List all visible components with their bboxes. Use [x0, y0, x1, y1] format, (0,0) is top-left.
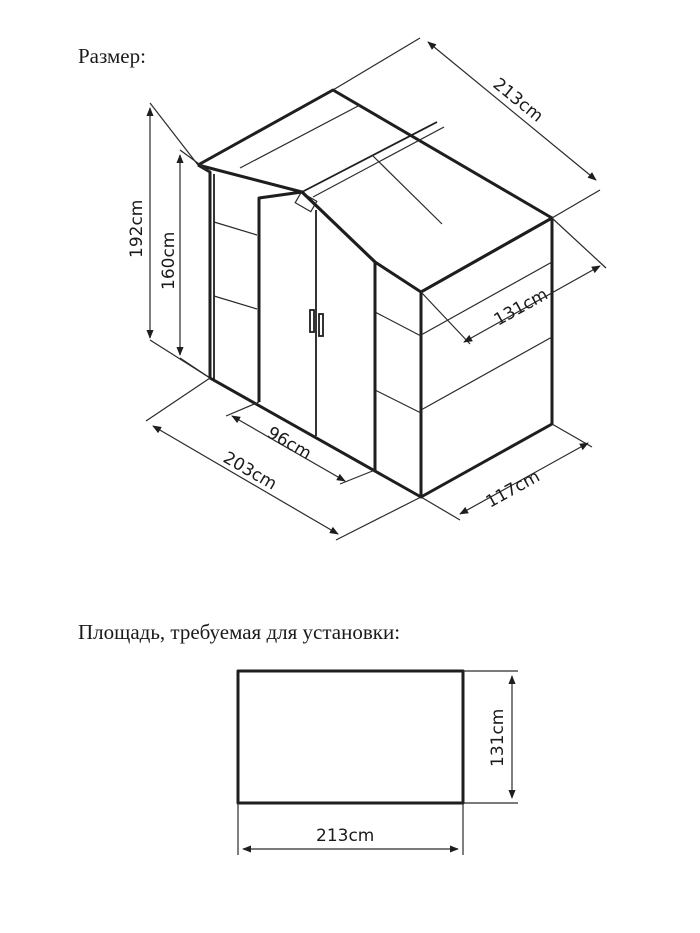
shed-body	[198, 90, 552, 497]
label-footprint-length: 213cm	[316, 826, 375, 846]
install-area-heading: Площадь, требуемая для установки:	[78, 620, 401, 644]
side-panel-seam	[421, 337, 552, 410]
roof-panel-line	[240, 105, 360, 168]
front-panel-seam	[214, 296, 257, 309]
label-door-width: 96cm	[263, 423, 315, 465]
door-handle-left	[310, 310, 314, 332]
side-wall	[421, 218, 552, 497]
front-panel-seam	[214, 222, 257, 235]
label-front-width: 203cm	[219, 448, 281, 495]
roof-panel-line	[372, 155, 442, 224]
footprint-rectangle	[238, 671, 463, 803]
footprint-plan	[238, 671, 518, 855]
label-footprint-depth: 131cm	[488, 708, 508, 767]
label-total-height: 192cm	[127, 199, 147, 258]
label-roof-width: 131cm	[490, 284, 552, 331]
door-handle-right	[319, 314, 323, 336]
roof-front-eave	[198, 165, 375, 262]
front-panel-seam	[375, 390, 421, 413]
label-side-depth: 117cm	[482, 466, 544, 513]
roof-ridge	[302, 122, 437, 192]
label-roof-length: 213cm	[488, 74, 547, 127]
front-panel-seam	[375, 312, 421, 336]
size-heading: Размер:	[78, 44, 146, 68]
label-wall-height: 160cm	[159, 231, 179, 290]
